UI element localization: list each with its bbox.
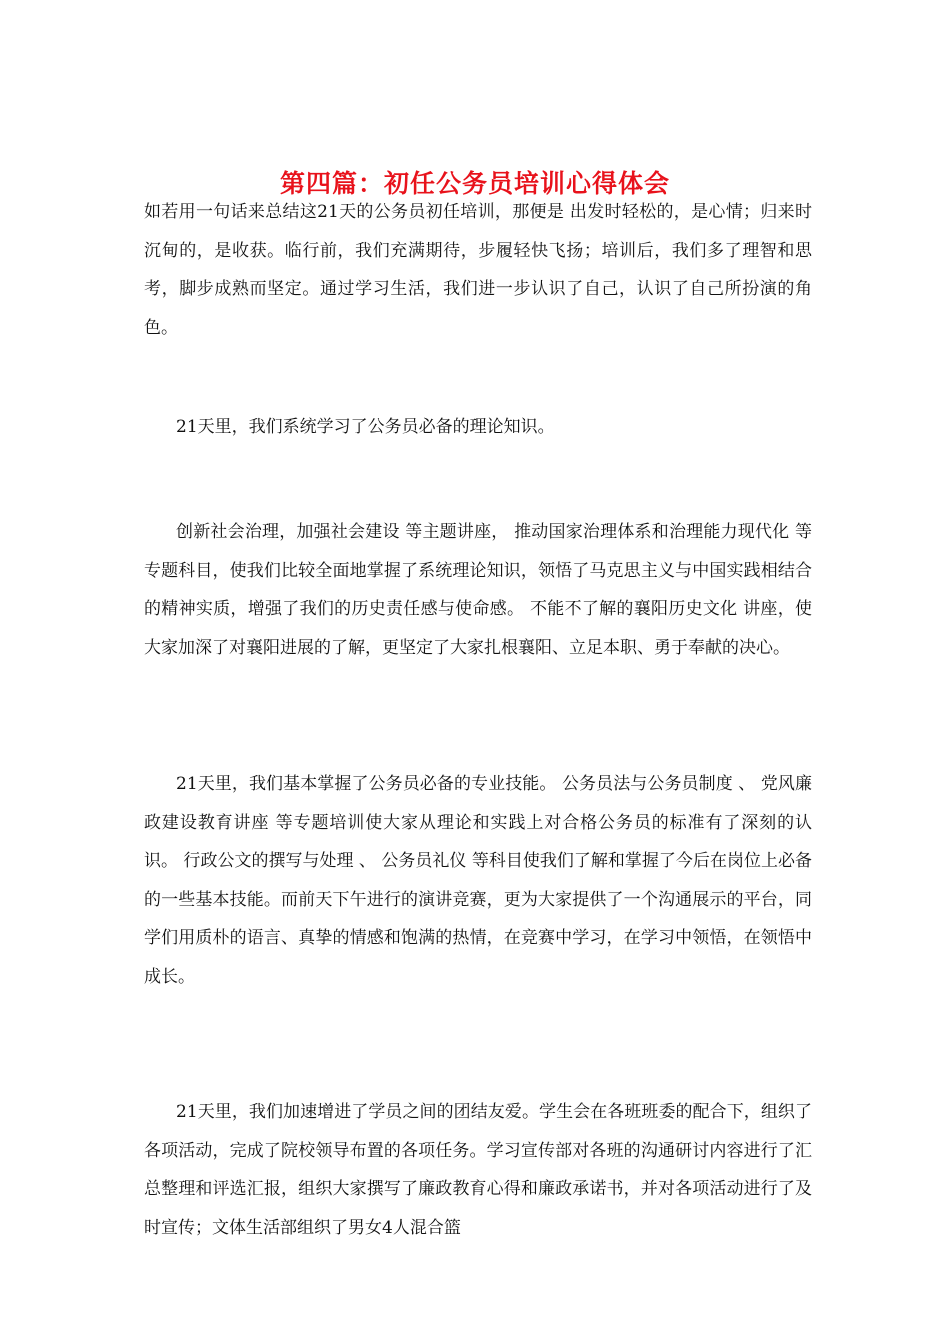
document-title: 第四篇：初任公务员培训心得体会 (279, 168, 670, 198)
paragraph-skills: 21天里，我们基本掌握了公务员必备的专业技能。 公务员法与公务员制度 、 党风廉政建设教育讲座 等专题培训使大家从理论和实践上对合格公务员的标准有了深刻的认识。 行政公文的撰写与处理 、 公务员礼仪 等科目使我们了解和掌握了今后在岗位上必备的一些基本技能。而前天下午进行的演讲竞赛，更为大家提供了一个沟通展示的平台，同学们用质朴的语言、真挚的情感和饱满的热情，在竞赛中学习，在学习中领悟，在领悟中成长。 (144, 774, 812, 987)
paragraph-theory-detail: 创新社会治理，加强社会建设 等主题讲座， 推动国家治理体系和治理能力现代化 等专题科目，使我们比较全面地掌握了系统理论知识，领悟了马克思主义与中国实践相结合的精神实质，增强了我们的历史责任感与使命感。 不能不了解的襄阳历史文化 讲座，使大家加深了对襄阳进展的了解，更坚定了大家扎根襄阳、立足本职、勇于奉献的决心。 (144, 522, 812, 658)
paragraph-unity: 21天里，我们加速增进了学员之间的团结友爱。学生会在各班班委的配合下，组织了各项活动，完成了院校领导布置的各项任务。学习宣传部对各班的沟通研讨内容进行了汇总整理和评选汇报，组织大家撰写了廉政教育心得和廉政承诺书，并对各项活动进行了及时宣传；文体生活部组织了男女4人混合篮 (144, 1102, 812, 1238)
paragraph-intro: 如若用一句话来总结这21天的公务员初任培训，那便是 出发时轻松的，是心情；归来时沉甸的，是收获。临行前，我们充满期待，步履轻快飞扬；培训后，我们多了理智和思考，脚步成熟而坚定。通过学习生活，我们进一步认识了自己，认识了自己所扮演的角色。 (144, 202, 812, 338)
paragraph-theory-heading: 21天里，我们系统学习了公务员必备的理论知识。 (176, 417, 555, 437)
